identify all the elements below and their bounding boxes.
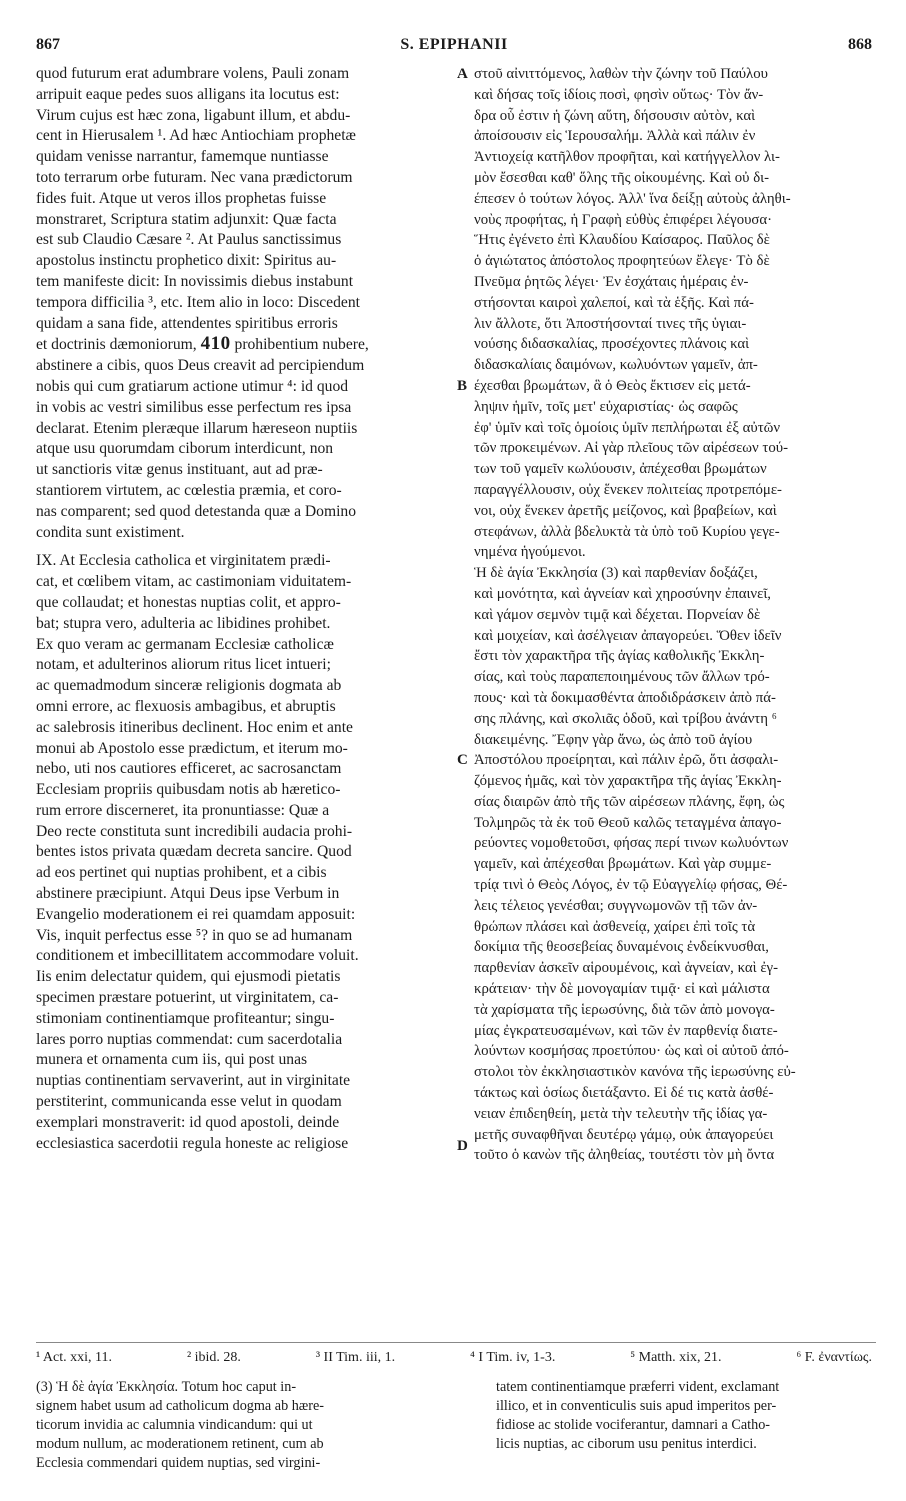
editor-note-left [36, 1378, 472, 1473]
text-line: Vis, inquit perfectus esse ⁵? in quo se ad humanam [36, 926, 353, 944]
text-line: fides fuit. Atque ut veros illos prophetas fuisse [36, 189, 327, 207]
text-line: νειαν ἐπιδεηθείη, μετὰ τὴν τελευτὴν τῆς ἰδίας γα- [474, 1105, 768, 1122]
ref-5: ⁵ Matth. xix, 21. [630, 1350, 722, 1365]
text-line: ut sanctioris vitæ genus instituant, aut ad præ- [36, 461, 323, 479]
text-line: Ex quo veram ac germanam Ecclesiæ catholicæ [36, 635, 334, 653]
text-line: cent in Hierusalem ¹. Ad hæc Antiochiam prophetæ [36, 127, 356, 145]
margin-marker-a: A [457, 66, 468, 82]
text-line: ac salebrosis itineribus declinent. Hoc enim et ante [36, 718, 353, 736]
ref-6: ⁶ F. ἐναντίως. [796, 1350, 872, 1365]
text-line: καὶ μονότητα, καὶ ἁγνείαν καὶ χηροσύνην ἐπαινεῖ, [474, 585, 772, 602]
text-line: licis nuptias, ac ciborum usu penitus interdici. [496, 1436, 757, 1452]
text-line: καὶ γάμον σεμνὸν τιμᾷ καὶ δέχεται. Πορνείαν δὲ [474, 606, 761, 623]
text-line: monui ab Apostolo esse prædictum, et iterum mo- [36, 739, 348, 757]
text-line: bat; stupra vero, adulteria ac libidines prohibet. [36, 614, 331, 632]
text-line: μὸν ἔσεσθαι καθ' ὅλης τῆς οἰκουμένης. Καὶ οὐ δι- [474, 169, 770, 186]
greek-paragraph-2 [474, 563, 874, 1166]
latin-line-pre: et doctrinis dæmoniorum, [36, 336, 197, 354]
footnote-rule [36, 1342, 876, 1343]
right-page-number: 868 [848, 36, 872, 53]
text-line: quod futurum erat adumbrare volens, Pauli zonam [36, 65, 350, 82]
text-line: rum errore discerneret, ita pronuntiasse: Quæ a [36, 801, 330, 819]
text-line: Deo recte constituta sunt incredibili audacia prohi- [36, 822, 353, 840]
latin-line-col-number [36, 334, 452, 356]
text-line: illico, et in conventiculis suis apud imperitos per- [496, 1398, 777, 1414]
latin-paragraph-ix [36, 551, 452, 1154]
text-line: Evangelio moderationem ei rei quamdam apposuit: [36, 905, 356, 923]
text-line: nuptias continentiam servaverint, aut in virginitate [36, 1072, 351, 1090]
text-line: διδασκαλίαις δαιμόνων, κωλυόντων γαμεῖν, ἀπ- [474, 357, 758, 374]
text-line: στοῦ αἰνιττόμενος, λαθὼν τὴν ζώνην τοῦ Παύλου [474, 66, 768, 82]
text-line: Ἥτις ἐγένετο ἐπὶ Κλαυδίου Καίσαρος. Παῦλος δὲ [474, 232, 770, 249]
latin-paragraph-1 [36, 64, 452, 334]
text-line: παραγγέλλουσιν, οὐχ ἕνεκεν πολιτείας προτρεπόμε- [474, 481, 782, 498]
text-line: έχεσθαι βρωμάτων, ἃ ὁ Θεὸς ἔκτισεν εἰς μετά- [474, 377, 751, 394]
text-line: monstraret, Scriptura statim adjunxit: Quæ facta [36, 210, 337, 228]
text-line: abstinere a cibis, quos Deus creavit ad percipiendum [36, 357, 365, 375]
latin-paragraph-1-end [36, 356, 452, 543]
ref-1: ¹ Act. xxi, 11. [36, 1350, 113, 1365]
text-line: nebo, uti nos cautiores efficeret, ac sacrosanctam [36, 760, 342, 778]
text-line: que collaudat; et honestas nuptias colit, et appro- [36, 593, 341, 611]
text-line: nobis qui cum gratiarum actione utimur ⁴: id quod [36, 377, 349, 395]
text-line: τῶν προκειμένων. Αἱ γὰρ πλεῖους τῶν αἱρέσεων τού- [474, 440, 789, 457]
text-line: νοι, οὐχ ἕνεκεν ἀρετῆς μείζονος, καὶ βραβείων, καὶ [474, 502, 777, 519]
text-line: stimoniam continentiamque profiteantur; singu- [36, 1009, 335, 1027]
text-line: στήσονται καιροὶ χαλεποί, καὶ τὰ ἑξῆς. Καὶ πά- [474, 294, 754, 311]
scripture-references [36, 1348, 872, 1368]
text-line: στολοι τὸν ἐκκλησιαστικὸν κανόνα τῆς ἱερωσύνης εὐ- [474, 1064, 796, 1081]
text-line: tem manifeste dicit: In novissimis diebus instabunt [36, 272, 354, 290]
text-line: διακειμένης. Ἔφην γὰρ ἄνω, ὡς ἀπὸ τοῦ ἁγίου [474, 731, 753, 748]
text-line: conditionem et imbecillitatem accommodare voluit. [36, 947, 359, 965]
text-line: νούσης διδασκαλίας, προσέχοντες πλάνοις καὶ [474, 336, 750, 353]
text-line: Iis enim delectatur quidem, qui ejusmodi pietatis [36, 968, 341, 986]
text-line: θρώπων πλάσει καὶ ἀσθενείᾳ, χαίρει ἐπὶ τοῖς τὰ [474, 918, 756, 935]
text-line: munera et ornamenta cum iis, qui post unas [36, 1051, 308, 1069]
text-line: perstiterint, communicanda esse velut in quodam [36, 1093, 342, 1111]
text-line: σης πλάνης, καὶ σκολιᾶς ὁδοῦ, καὶ τρίβου ἀνάντη ⁶ [474, 710, 777, 727]
text-line: νημένα ἡγούμενοι. [474, 544, 586, 561]
editor-note-right [496, 1378, 876, 1454]
text-line: condita sunt existiment. [36, 523, 185, 541]
text-line: ticorum invidia ac calumnia vindicandum: qui ut [36, 1417, 313, 1433]
text-line: τάκτως καὶ ὁσίως διετάξαντο. Εἰ δέ τις κατὰ ἀσθέ- [474, 1085, 774, 1102]
text-line: ληψιν ἡμῖν, τοῖς μετ' εὐχαριστίας· ὡς σαφῶς [474, 398, 738, 415]
ref-2: ² ibid. 28. [186, 1350, 241, 1365]
text-line: notam, et adulterinos aliorum ritus licet intueri; [36, 656, 331, 674]
text-line: δοκίμια τῆς θεοσεβείας δυναμένοις ἐνδείκνυσθαι, [474, 939, 769, 956]
text-line: fidiose ac stolide vociferantur, damnari a Catho- [496, 1417, 771, 1433]
text-line: παρθενίαν ἀσκεῖν αἱρουμένοις, καὶ ἁγνείαν, καὶ ἐγ- [474, 960, 779, 977]
text-line: nas comparent; sed quod detestanda quæ a Domino [36, 502, 357, 520]
column-number: 410 [200, 334, 231, 355]
text-line: των τοῦ γαμεῖν κωλύουσιν, ἀπέχεσθαι βρωμάτων [474, 461, 767, 478]
text-line: ἔστι τὸν χαρακτῆρα τῆς ἁγίας καθολικῆς Ἐκκλη- [474, 648, 765, 665]
text-line: καὶ μοιχείαν, καὶ ἀσέλγειαν ἀπαγορεύει. Ὅθεν ἰδεῖν [474, 627, 782, 644]
text-line: λούντων κοσμήσας προετύπου· ὡς καὶ οἱ αὐτοῦ ἀπό- [474, 1043, 789, 1060]
text-line: ἐφ' ὑμῖν καὶ τοῖς ὁμοίοις ὑμῖν πεπλήρωται ἐξ αὐτῶν [474, 419, 781, 436]
text-line: abstinere præcipiunt. Atqui Deus ipse Verbum in [36, 885, 340, 903]
text-line: est sub Claudio Cæsare ². At Paulus sanctissimus [36, 231, 342, 249]
text-line: τὰ χαρίσματα τῆς ἱερωσύνης, διὰ τῶν ἀπὸ μονογα- [474, 1001, 775, 1018]
text-line: toto terrarum orbe futuram. Nec vana prædictorum [36, 168, 353, 186]
text-line: bentes istos privata quædam decreta sancire. Quod [36, 843, 352, 861]
text-line: Ἀντιοχείᾳ κατῆλθον προφῆται, καὶ κατήγγελλον λι- [474, 149, 780, 166]
text-line: cat, et cœlibem vitam, ac castimoniam viduitatem- [36, 573, 352, 591]
text-line: signem habet usum ad catholicum dogma ab hære- [36, 1398, 325, 1414]
text-line: tempora difficilia ³, etc. Item alio in loco: Discedent [36, 293, 360, 311]
left-page-number: 867 [36, 36, 60, 53]
text-line: exemplari monstraverit: id quod apostoli, deinde [36, 1113, 340, 1131]
text-line: τρίᾳ τινὶ ὁ Θεὸς Λόγος, ἐν τῷ Εὐαγγελίῳ φήσας, Θέ- [474, 877, 788, 894]
text-line: ac quemadmodum sinceræ religionis dogmata ab [36, 677, 342, 695]
text-line: λιν ἄλλοτε, ὅτι Ἀποστήσονταί τινες τῆς ὑγιαι- [474, 315, 747, 332]
text-line: quidam venisse narrantur, famemque nuntiasse [36, 148, 329, 166]
text-line: ρεύοντες νομοθετοῦσι, φήσας περί τινων κωλυόντων [474, 835, 789, 852]
text-line: ad eos pertinet qui nuptias prohibent, et a cibis [36, 864, 327, 882]
text-line: Ἡ δὲ ἁγία Ἐκκλησία (3) καὶ παρθενίαν δοξάζει, [474, 565, 758, 582]
running-title: S. EPIPHANII [400, 36, 508, 53]
text-line: IX. At Ecclesia catholica et virginitatem prædi- [36, 552, 331, 570]
ref-3: ³ II Tim. iii, 1. [315, 1350, 396, 1365]
text-line: καὶ δήσας τοῖς ἰδίοις ποσὶ, φησὶν οὕτως· Τὸν ἄν- [474, 86, 764, 103]
text-line: ecclesiastica sacerdotii regula honeste ac religiose [36, 1134, 349, 1152]
text-line: κράτειαν· τὴν δὲ μονογαμίαν τιμᾷ· εἰ καὶ μάλιστα [474, 981, 770, 998]
text-line: σίας, καὶ τοὺς παραπεποιημένους τῶν ἄλλων τρό- [474, 669, 770, 686]
text-line: νοὺς προφήτας, ἡ Γραφὴ εὐθὺς ἐπιφέρει λέγουσα· [474, 211, 773, 228]
latin-line-post: prohibentium nubere, [234, 336, 369, 354]
margin-marker-c: C [457, 752, 468, 768]
text-line: omni errore, ac flexuosis ambagibus, et abruptis [36, 697, 336, 715]
text-line: Ecclesia commendari quidem nuptias, sed virgini- [36, 1455, 321, 1471]
text-line: μετῆς συναφθῆναι δευτέρῳ γάμῳ, οὐκ ἀπαγορεύει [474, 1126, 774, 1143]
text-line: (3) Ἡ δὲ ἁγία Ἐκκλησία. Totum hoc caput in- [36, 1379, 297, 1395]
text-line: λεις τέλειος γενέσθαι; συγγνωμονῶν τῇ τῶν ἀν- [474, 897, 758, 914]
text-line: Ἀποστόλου προείρηται, καὶ πάλιν ἐρῶ, ὅτι ἀσφαλι- [474, 752, 779, 769]
text-line: ζόμενος ἡμᾶς, καὶ τὸν χαρακτῆρα τῆς ἁγίας Ἐκκλη- [474, 773, 782, 790]
text-line: σίας διαιρῶν ἀπὸ τῆς τῶν αἱρέσεων πλάνης, ἔφη, ὡς [474, 793, 785, 810]
text-line: έπεσεν ὁ τούτων λόγος. Ἀλλ' ἵνα δείξῃ αὐτοὺς ἀληθι- [474, 190, 791, 207]
text-line: atque usu quorumdam ciborum interdicunt, non [36, 440, 334, 458]
text-line: στεφάνων, ἀλλὰ βδελυκτὰ τὰ ὑπὸ τοῦ Κυρίου γεγε- [474, 523, 780, 540]
text-line: δρα οὗ ἐστιν ἡ ζώνη αὕτη, δήσουσιν αὐτὸν, καὶ [474, 107, 756, 124]
greek-paragraph-1 [474, 64, 874, 563]
text-line: lares porro nuptias commendat: cum sacerdotalia [36, 1030, 343, 1048]
latin-column [36, 64, 452, 1154]
greek-column [474, 64, 874, 1166]
margin-marker-d: D [457, 1138, 468, 1154]
text-line: μίας ἐγκρατευσαμένων, καὶ τῶν ἐν παρθενίᾳ διατε- [474, 1022, 778, 1039]
text-line: Τολμηρῶς τὰ ἐκ τοῦ Θεοῦ καλῶς τεταγμένα ἀπαγο- [474, 814, 782, 831]
text-line: specimen præstare potuerint, ut virginitatem, ca- [36, 989, 339, 1007]
text-line: declarat. Etenim pleræque illarum hæreseon nuptiis [36, 419, 358, 437]
text-line: ὁ ἁγιώτατος ἀπόστολος προφητεύων ἔλεγε· Τὸ δὲ [474, 253, 770, 270]
text-line: arripuit eaque pedes suos alligans ita locutus est: [36, 85, 340, 103]
text-line: stantiorem virtutem, ac cœlestia præmia, et coro- [36, 481, 342, 499]
text-line: tatem continentiamque præferri vident, exclamant [496, 1379, 780, 1395]
margin-marker-b: B [457, 378, 468, 394]
text-line: in vobis ac vestri similibus esse perfectum res ipsa [36, 398, 352, 416]
text-line: πους· καὶ τὰ δοκιμασθέντα ἀποδιδράσκειν ἀπὸ πά- [474, 689, 776, 706]
text-line: Ecclesiam propriis quibusdam notis ab hæretico- [36, 781, 341, 799]
text-line: ἀποίσουσιν εἰς Ἱερουσαλήμ. Ἀλλὰ καὶ πάλιν ἐν [474, 128, 756, 145]
text-line: modum nullum, ac moderationem retinent, cum ab [36, 1436, 324, 1452]
ref-4: ⁴ I Tim. iv, 1-3. [470, 1350, 556, 1365]
text-line: τοῦτο ὁ κανὼν τῆς ἀληθείας, τουτέστι τὸν μὴ ὄντα [474, 1147, 775, 1164]
text-line: γαμεῖν, καὶ ἀπέχεσθαι βρωμάτων. Καὶ γὰρ συμμε- [474, 856, 772, 873]
text-line: Virum cujus est hæc zona, ligabunt illum, et abdu- [36, 106, 351, 124]
text-line: apostolus instinctu prophetico dixit: Spiritus au- [36, 252, 337, 270]
page-header [36, 36, 872, 60]
text-line: Πνεῦμα ῥητῶς λέγει· Ἐν ἐσχάταις ἡμέραις ἐν- [474, 273, 749, 290]
text-line: quidam a sana fide, attendentes spiritibus erroris [36, 314, 338, 332]
